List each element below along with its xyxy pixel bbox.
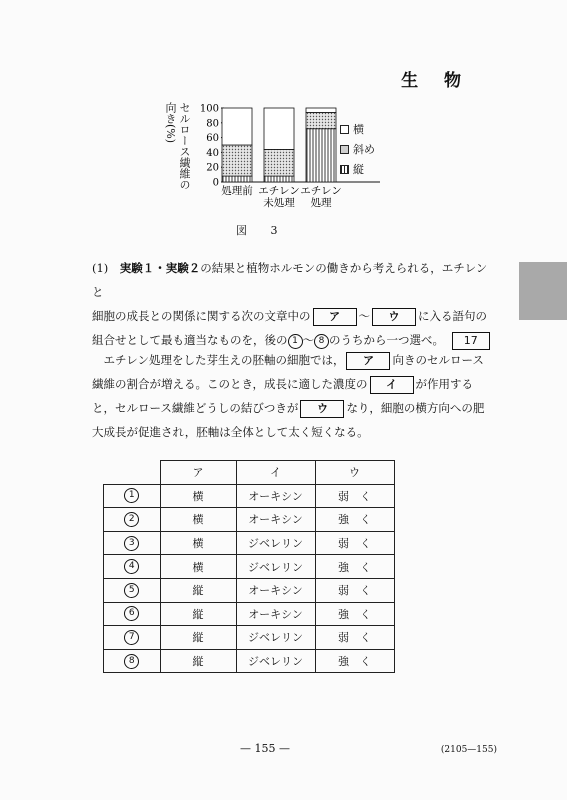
cell-a-cell <box>160 649 236 673</box>
cell-u: 弱 く <box>338 584 371 598</box>
cell-u: 強 く <box>338 607 371 621</box>
bar-segment <box>222 108 252 145</box>
header-i: イ <box>236 461 315 485</box>
question-text-part: ～ <box>302 333 314 347</box>
blank-box-u: ウ <box>372 308 416 326</box>
page-code: (2105—155) <box>440 745 497 755</box>
cell-u: 弱 く <box>338 631 371 645</box>
y-tick-label: 0 <box>212 177 219 189</box>
answer-choices-table <box>103 460 395 673</box>
cell-u: 強 く <box>338 513 371 527</box>
cell-a-cell <box>160 484 236 508</box>
chart-legend <box>340 121 375 177</box>
legend-label: 斜め <box>353 143 375 156</box>
cell-u-cell <box>315 649 394 673</box>
x-tick-label: 処理 <box>310 197 332 209</box>
passage-text-part: 大成長が促進され，胚軸は全体として太く短くなる。 <box>92 425 369 439</box>
choice-number: 8 <box>124 654 139 669</box>
question-text-part: 細胞の成長との関係に関する次の文章中の <box>92 309 311 323</box>
page-number: — 155 — <box>240 742 290 755</box>
passage-text-part: が作用する <box>415 377 474 391</box>
bar-segment <box>222 176 252 182</box>
cell-i-cell <box>236 508 315 532</box>
cell-u: 弱 く <box>338 537 371 551</box>
cell-a: 縦 <box>192 584 204 598</box>
table-header-row <box>104 461 395 485</box>
question-text-part: ～ <box>358 309 370 323</box>
cell-i: ジベレリン <box>248 537 303 551</box>
blank-box-u: ウ <box>300 400 344 418</box>
cell-u-cell <box>315 555 394 579</box>
choice-number: 4 <box>124 559 139 574</box>
x-tick-label: エチレン <box>300 185 342 197</box>
choice-number-circle: 8 <box>314 334 329 349</box>
cell-a-cell <box>160 555 236 579</box>
choice-number-cell <box>104 649 161 673</box>
bar-segment <box>264 108 294 149</box>
bar-segment <box>306 129 336 182</box>
choice-number: 3 <box>124 536 139 551</box>
y-tick-label: 100 <box>199 103 219 115</box>
legend-swatch <box>340 145 349 154</box>
table-row <box>104 626 395 650</box>
cell-u-cell <box>315 484 394 508</box>
cell-a-cell <box>160 578 236 602</box>
blank-box-a: ア <box>313 308 357 326</box>
legend-swatch <box>340 165 349 174</box>
table-row <box>104 555 395 579</box>
choice-number-cell <box>104 555 161 579</box>
cell-a: 縦 <box>192 631 204 645</box>
y-tick-label: 40 <box>206 147 219 159</box>
cell-u-cell <box>315 531 394 555</box>
legend-item-horizontal <box>340 121 375 137</box>
cell-i-cell <box>236 531 315 555</box>
table-row <box>104 508 395 532</box>
blank-box-i: イ <box>370 376 414 394</box>
header-u: ウ <box>315 461 394 485</box>
cell-i: オーキシン <box>248 489 303 503</box>
passage-text-part: 向きのセルロース <box>392 353 484 367</box>
choice-number-circle: 1 <box>288 334 303 349</box>
cell-i: ジベレリン <box>248 655 303 669</box>
question-experiment-ref: 実験１・実験２ <box>119 261 201 275</box>
y-tick-label: 80 <box>206 118 219 130</box>
header-a: ア <box>160 461 236 485</box>
table-row <box>104 578 395 602</box>
cell-i-cell <box>236 578 315 602</box>
choice-number: 7 <box>124 630 139 645</box>
cell-a-cell <box>160 602 236 626</box>
cell-u: 強 く <box>338 560 371 574</box>
cell-a: 縦 <box>192 655 204 669</box>
choice-number-cell <box>104 484 161 508</box>
cell-u-cell <box>315 578 394 602</box>
table-row <box>104 484 395 508</box>
choice-number: 5 <box>124 583 139 598</box>
choice-number: 2 <box>124 512 139 527</box>
cell-u-cell <box>315 602 394 626</box>
cell-i: ジベレリン <box>248 631 303 645</box>
table-corner-cell <box>104 461 161 485</box>
passage-line-2 <box>92 372 494 396</box>
legend-label: 縦 <box>353 163 364 176</box>
bar-segment <box>222 145 252 176</box>
choice-number-cell <box>104 626 161 650</box>
cell-i-cell <box>236 602 315 626</box>
legend-item-vertical <box>340 161 375 177</box>
choice-number: 6 <box>124 606 139 621</box>
cell-a: 縦 <box>192 607 204 621</box>
table-row <box>104 531 395 555</box>
bar-segment <box>264 149 294 176</box>
passage-text-part: エチレン処理をした芽生えの胚軸の細胞では， <box>103 353 345 367</box>
choice-number: 1 <box>124 488 139 503</box>
x-tick-label: エチレン <box>258 185 300 197</box>
question-number: (1) <box>92 261 109 275</box>
cell-a-cell <box>160 626 236 650</box>
cell-a-cell <box>160 508 236 532</box>
cell-i-cell <box>236 555 315 579</box>
legend-swatch <box>340 125 349 134</box>
cell-u: 強 く <box>338 655 371 669</box>
cell-a: 横 <box>192 537 204 551</box>
passage-text <box>92 348 494 444</box>
blank-box-a: ア <box>346 352 390 370</box>
legend-item-oblique <box>340 141 375 157</box>
cell-a: 横 <box>192 560 204 574</box>
bar-segment <box>306 112 336 128</box>
legend-label: 横 <box>353 123 364 136</box>
cell-i: オーキシン <box>248 607 303 621</box>
choice-number-cell <box>104 602 161 626</box>
passage-text-part: なり，細胞の横方向への肥 <box>346 401 485 415</box>
bar-segment <box>264 176 294 182</box>
cell-i: オーキシン <box>248 584 303 598</box>
subject-title: 生 物 <box>401 71 471 91</box>
figure-caption: 図 3 <box>236 224 288 237</box>
side-index-tab <box>519 262 567 320</box>
answer-number-box: 17 <box>452 332 490 350</box>
cell-u: 弱 く <box>338 489 371 503</box>
choice-number-cell <box>104 508 161 532</box>
x-tick-label: 未処理 <box>263 197 295 209</box>
question-text-part: の結果と植物ホルモンの働きから考えられる，エチレンと <box>92 261 488 299</box>
question-text-part: 組合せとして最も適当なものを，後の <box>92 333 288 347</box>
cell-i-cell <box>236 649 315 673</box>
table-row <box>104 649 395 673</box>
bar-segment <box>306 108 336 112</box>
passage-text-part: 繊維の割合が増える。このとき，成長に適した濃度の <box>92 377 368 391</box>
table-row <box>104 602 395 626</box>
y-tick-label: 20 <box>206 162 219 174</box>
y-tick-label: 60 <box>206 133 219 145</box>
question-text <box>92 256 494 352</box>
question-text-part: に入る語句の <box>418 309 487 323</box>
cell-i-cell <box>236 484 315 508</box>
cell-u-cell <box>315 626 394 650</box>
passage-line-4 <box>92 420 494 444</box>
passage-line-1 <box>92 348 494 372</box>
chart-y-axis-label: セルロース繊維の向き(%) <box>164 102 191 190</box>
choice-number-cell <box>104 578 161 602</box>
cell-i-cell <box>236 626 315 650</box>
cell-i: オーキシン <box>248 513 303 527</box>
passage-text-part: と，セルロース繊維どうしの結びつきが <box>92 401 299 415</box>
choice-number-cell <box>104 531 161 555</box>
x-tick-label: 処理前 <box>221 185 253 197</box>
passage-line-3 <box>92 396 494 420</box>
cell-i: ジベレリン <box>248 560 303 574</box>
cell-a: 横 <box>192 489 204 503</box>
cell-a: 横 <box>192 513 204 527</box>
cell-a-cell <box>160 531 236 555</box>
question-line-1 <box>92 256 494 304</box>
cell-u-cell <box>315 508 394 532</box>
question-line-2 <box>92 304 494 328</box>
question-text-part: のうちから一つ選べ。 <box>329 333 439 347</box>
